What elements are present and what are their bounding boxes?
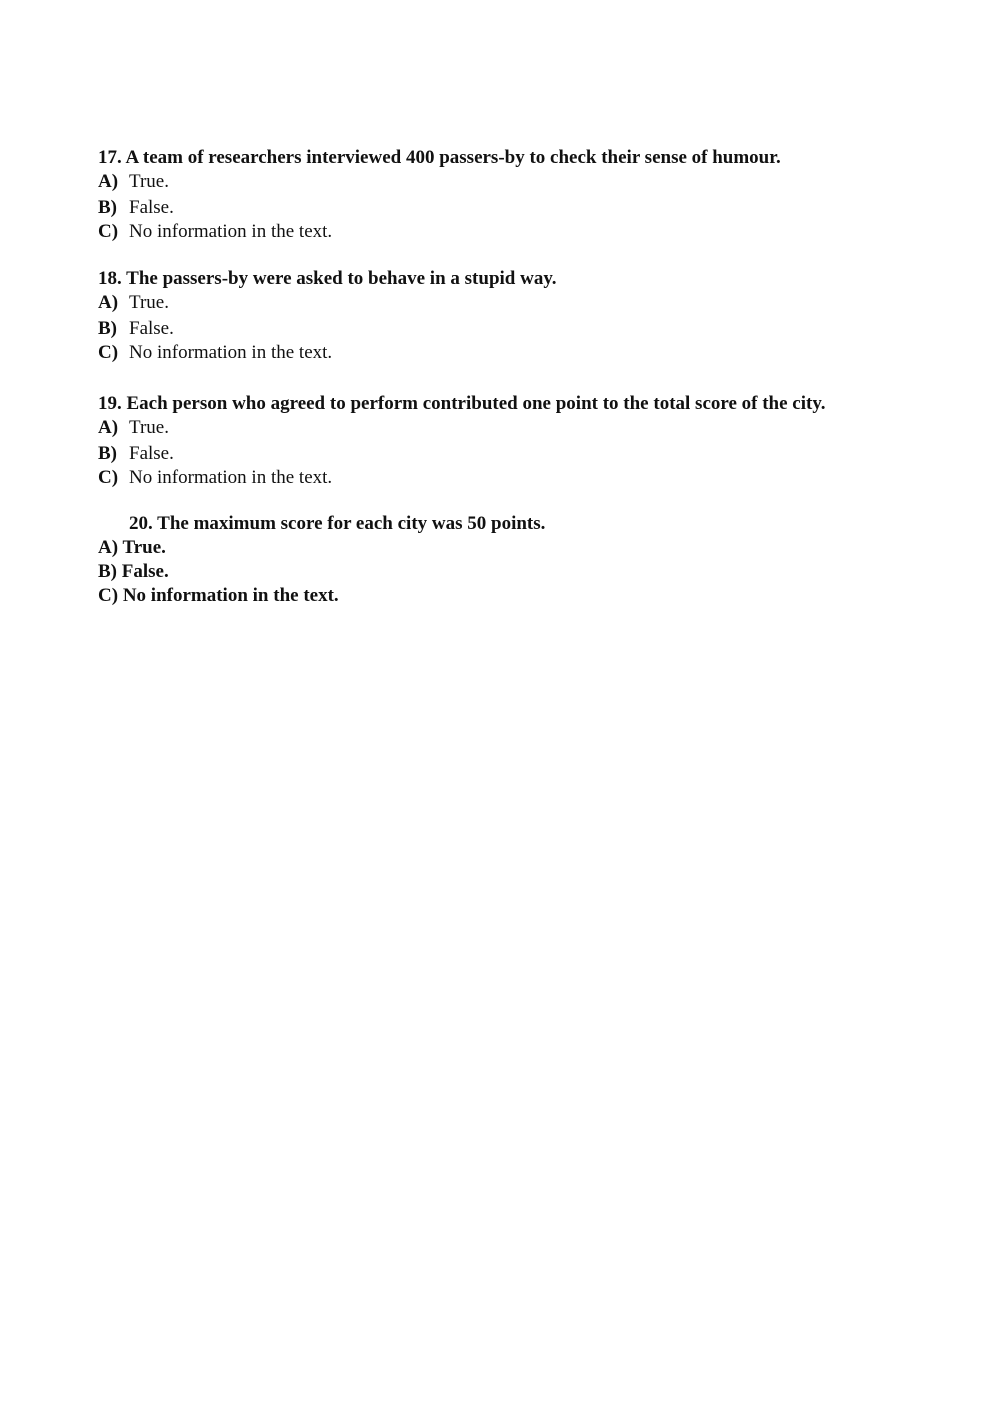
option-letter: C): [98, 221, 119, 242]
question-18-option-b[interactable]: [98, 318, 978, 340]
option-letter: C): [98, 342, 119, 363]
question-19-option-b[interactable]: [98, 443, 978, 465]
option-letter: B): [98, 318, 117, 339]
question-20-option-b[interactable]: [98, 561, 978, 583]
option-text: True.: [122, 537, 166, 558]
question-17-option-c[interactable]: [98, 221, 978, 243]
option-text: No information in the text.: [129, 467, 333, 488]
option-letter: A): [98, 292, 119, 313]
question-18-stem: 18. The passers-by were asked to behave in a stupid way.: [98, 268, 557, 289]
question-20: [98, 513, 978, 607]
option-letter: A): [98, 537, 119, 558]
option-text: True.: [129, 171, 169, 192]
question-18: [98, 268, 978, 364]
option-text: False.: [121, 561, 169, 582]
option-text: No information in the text.: [122, 585, 339, 606]
question-18-option-a[interactable]: [98, 292, 978, 314]
option-letter: C): [98, 467, 119, 488]
option-text: False.: [129, 318, 174, 339]
option-text: No information in the text.: [129, 342, 333, 363]
question-19-option-c[interactable]: [98, 467, 978, 489]
option-letter: A): [98, 171, 119, 192]
question-17: [98, 147, 978, 243]
option-letter: B): [98, 443, 117, 464]
question-19: [98, 393, 978, 489]
option-text: True.: [129, 417, 169, 438]
question-18-option-c[interactable]: [98, 342, 978, 364]
option-letter: C): [98, 585, 119, 606]
option-text: False.: [129, 197, 174, 218]
option-text: True.: [129, 292, 169, 313]
option-text: False.: [129, 443, 174, 464]
question-20-stem: 20. The maximum score for each city was 50 points.: [129, 513, 546, 534]
question-19-stem: 19. Each person who agreed to perform contributed one point to the total score of the city.: [98, 393, 826, 414]
question-19-option-a[interactable]: [98, 417, 978, 439]
question-20-option-c[interactable]: [98, 585, 978, 607]
question-20-option-a[interactable]: [98, 537, 978, 559]
question-17-stem: 17. A team of researchers interviewed 400 passers-by to check their sense of humour.: [98, 147, 781, 168]
option-text: No information in the text.: [129, 221, 333, 242]
question-17-option-b[interactable]: [98, 197, 978, 219]
option-letter: B): [98, 561, 117, 582]
question-17-option-a[interactable]: [98, 171, 978, 193]
option-letter: B): [98, 197, 117, 218]
option-letter: A): [98, 417, 119, 438]
